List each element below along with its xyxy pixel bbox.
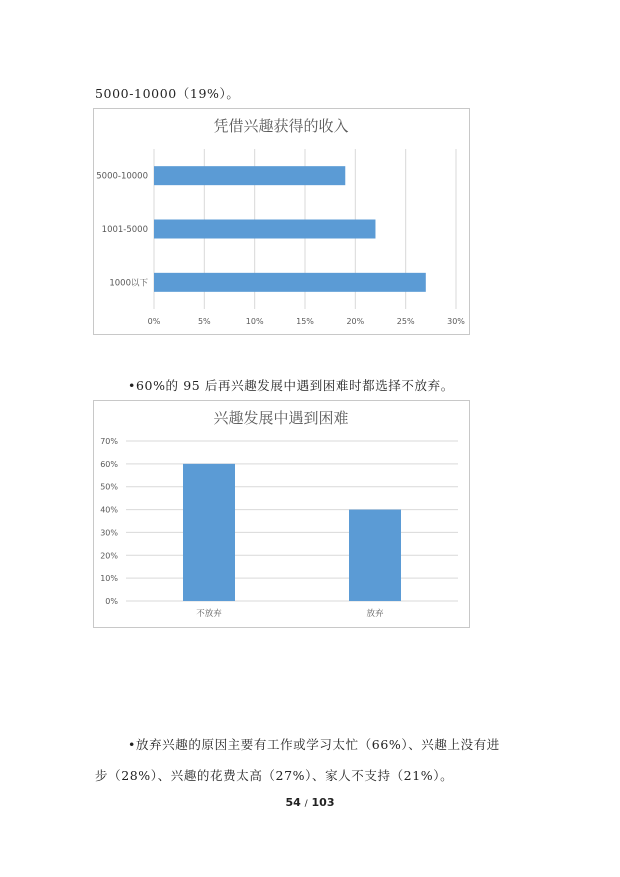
y-tick-label: 40% bbox=[100, 505, 118, 515]
page-number bbox=[0, 796, 620, 809]
current-page: 54 bbox=[285, 796, 301, 809]
x-tick-label: 10% bbox=[245, 317, 264, 326]
difficulty-chart-title: 兴趣发展中遇到困难 bbox=[213, 409, 349, 427]
category-label: 1000以下 bbox=[109, 278, 148, 289]
difficulty-chart bbox=[93, 400, 470, 628]
category-label: 不放弃 bbox=[196, 609, 222, 619]
y-tick-label: 20% bbox=[100, 551, 118, 561]
category-label: 放弃 bbox=[366, 609, 384, 619]
y-tick-label: 30% bbox=[100, 528, 118, 538]
y-tick-label: 60% bbox=[100, 459, 118, 469]
bullet-reasons-line1: •放弃兴趣的原因主要有工作或学习太忙（66%）、兴趣上没有进 bbox=[128, 737, 500, 752]
y-tick-label: 70% bbox=[100, 437, 118, 446]
bar bbox=[154, 166, 345, 185]
bullet-not-giving-up: •60%的 95 后再兴趣发展中遇到困难时都选择不放弃。 bbox=[128, 378, 454, 393]
page-separator: / bbox=[304, 799, 308, 809]
text-line-income: 5000-10000（19%）。 bbox=[95, 86, 240, 101]
bullet-reasons-line2: 步（28%）、兴趣的花费太高（27%）、家人不支持（21%）。 bbox=[95, 768, 454, 783]
y-tick-label: 10% bbox=[100, 574, 118, 584]
bar bbox=[349, 510, 401, 601]
x-tick-label: 0% bbox=[147, 317, 161, 326]
x-tick-label: 5% bbox=[197, 317, 211, 326]
category-label: 5000-10000 bbox=[96, 171, 148, 182]
x-tick-label: 30% bbox=[447, 317, 465, 326]
x-tick-label: 15% bbox=[296, 317, 314, 326]
bar bbox=[154, 220, 375, 239]
income-chart bbox=[93, 108, 470, 335]
x-tick-label: 20% bbox=[346, 317, 365, 326]
difficulty-chart-svg bbox=[94, 401, 469, 627]
y-tick-label: 50% bbox=[100, 482, 118, 492]
total-pages: 103 bbox=[311, 796, 335, 809]
bar bbox=[183, 464, 235, 601]
category-label: 1001-5000 bbox=[101, 225, 148, 235]
x-tick-label: 25% bbox=[396, 317, 415, 326]
income-chart-svg bbox=[94, 109, 469, 334]
income-chart-title: 凭借兴趣获得的收入 bbox=[213, 117, 349, 135]
bar bbox=[154, 273, 426, 292]
y-tick-label: 0% bbox=[105, 597, 118, 606]
